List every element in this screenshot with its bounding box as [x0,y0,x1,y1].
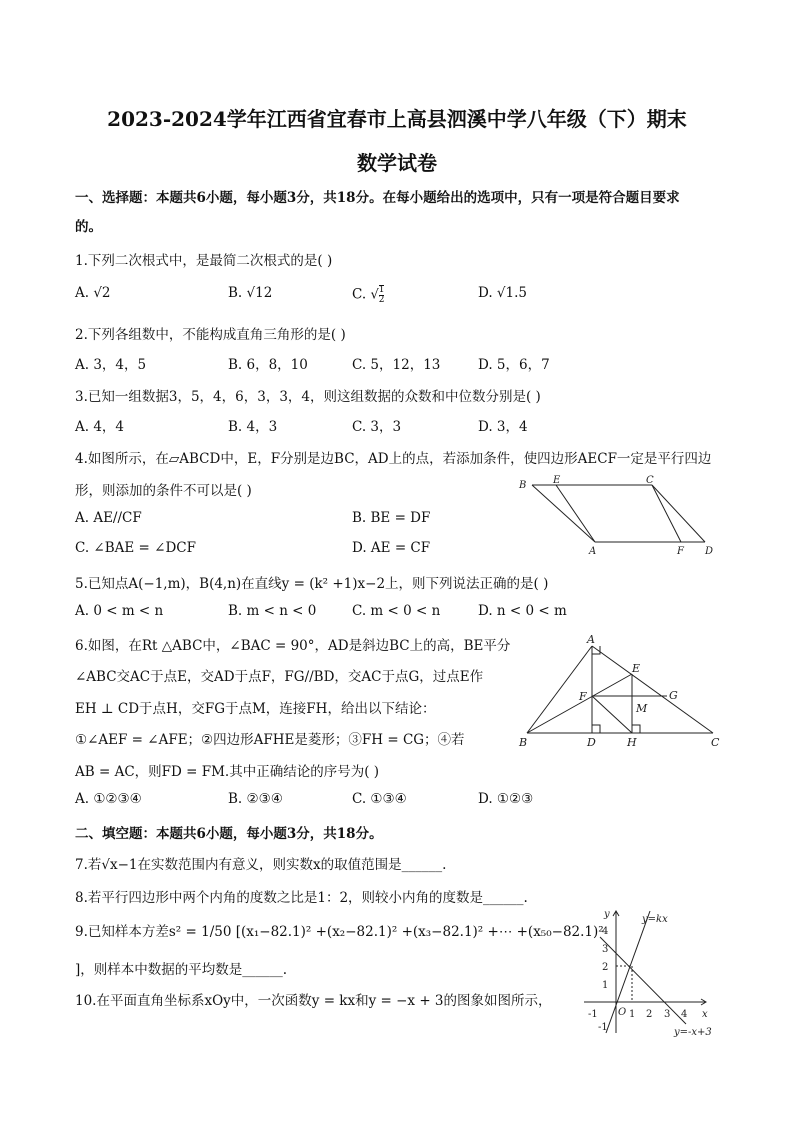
edge-ab [532,485,595,542]
x-tick: 2 [646,1009,653,1020]
question-3-option-c: C. 3，3 [352,419,402,435]
page-title: 2023-2024学年江西省宜春市上高县泗溪中学八年级（下）期末 [107,107,687,131]
label-b: B [519,480,527,491]
question-4-stem-2: 形，则添加的条件不可以是( ) [75,483,252,499]
question-3-option-a: A. 4，4 [75,419,125,435]
question-9-line-2: ]，则样本中数据的平均数是______. [75,962,288,978]
question-2-stem: 2.下列各组数中，不能构成直角三角形的是( ) [75,327,346,343]
x-tick: 4 [681,1009,688,1020]
question-1-option-c: C. √ $\frac{1}{2}$ [352,285,385,305]
label-f: F [579,690,587,703]
question-9-line-1: 9.已知样本方差s² = 1/50 [(x₁−82.1)² +(x₂−82.1)² +(x₃−82.1)² +⋯ +(x₅₀−82.1)² [75,924,604,940]
x-axis-label: x [702,1009,708,1020]
right-angle-h [632,725,640,733]
question-5-stem: 5.已知点A(−1,m)，B(4,n)在直线y = (k² +1)x−2上，则下列说法正确的是( ) [75,576,549,592]
option-c-label: C. [352,286,367,303]
right-angle-d [592,725,600,733]
figure-parallelogram [515,475,725,557]
question-4-stem-1: 4.如图所示，在▱ABCD中，E，F分别是边BC，AD上的点，若添加条件，使四边形AECF一定是平行四边 [75,451,712,467]
x-tick: -1 [588,1009,598,1020]
question-2-option-b: B. 6，8，10 [228,357,308,373]
y-tick: 2 [602,962,609,973]
question-3-stem: 3.已知一组数据3，5，4，6，3，3，4，则这组数据的众数和中位数分别是( ) [75,389,541,405]
question-1-option-b: B. √12 [228,285,273,301]
question-6-option-a: A. ①②③④ [75,791,142,807]
y-tick: 3 [602,944,609,955]
label-g: G [669,689,678,702]
fraction-denominator: 2 [378,295,385,305]
question-5-option-d: D. n < 0 < m [478,603,567,619]
label-a: A [587,633,595,646]
question-4-option-d: D. AE = CF [352,540,431,556]
question-4-option-b: B. BE = DF [352,510,431,526]
label-f: F [677,546,684,557]
line-y-neg-x-plus-3 [600,937,686,1024]
x-tick: 1 [629,1009,636,1020]
page-subtitle: 数学试卷 [357,151,437,175]
question-1-stem: 1.下列二次根式中，是最简二次根式的是( ) [75,253,333,269]
line-1-label: y=kx [642,914,668,925]
question-6-stem-2: ∠ABC交AC于点E，交AD于点F，FG//BD，交AC于点G，过点E作 [75,669,484,685]
question-2-option-c: C. 5，12，13 [352,357,441,373]
line-2-label: y=-x+3 [674,1027,712,1038]
y-tick: 1 [602,980,609,991]
label-e: E [553,475,561,486]
label-d: D [705,546,714,557]
label-d: D [587,736,596,749]
figure-coordinate-graph [578,905,726,1041]
label-c: C [711,736,720,749]
segment-fh [592,696,632,733]
question-7: 7.若√x−1在实数范围内有意义，则实数x的取值范围是______. [75,857,447,873]
question-4-option-a: A. AE//CF [75,510,142,526]
label-e: E [632,662,641,675]
question-3-option-d: D. 3，4 [478,419,528,435]
question-5-option-c: C. m < 0 < n [352,603,441,619]
question-1-option-d: D. √1.5 [478,285,527,301]
question-1-option-a: A. √2 [75,285,111,301]
question-4-option-c: C. ∠BAE = ∠DCF [75,540,196,556]
question-6-option-b: B. ②③④ [228,791,283,807]
label-a: A [589,546,597,557]
question-2-option-a: A. 3，4，5 [75,357,147,373]
question-6-stem-3: EH ⊥ CD于点H，交FG于点M，连接FH，给出以下结论： [75,701,436,717]
origin-label: O [618,1007,627,1018]
segment-cf [652,485,681,542]
edge-cd [652,485,705,542]
x-tick: 3 [664,1009,671,1020]
section-heading-1-cont: 的。 [75,219,102,235]
question-2-option-d: D. 5，6，7 [478,357,550,373]
section-heading-2: 二、填空题：本题共6小题，每小题3分，共18分。 [75,826,383,842]
y-axis-label: y [604,909,610,920]
question-6-option-d: D. ①②③ [478,791,534,807]
figure-right-triangle [515,632,727,754]
question-6-stem-1: 6.如图，在Rt △ABC中，∠BAC = 90°，AD是斜边BC上的高，BE平分 [75,638,511,654]
label-b: B [519,736,528,749]
question-5-option-a: A. 0 < m < n [75,603,164,619]
line-y-kx [606,911,653,1033]
y-tick: 4 [602,926,609,937]
question-8: 8.若平行四边形中两个内角的度数之比是1：2，则较小内角的度数是______. [75,890,528,906]
section-heading-1: 一、选择题：本题共6小题，每小题3分，共18分。在每小题给出的选项中，只有一项是符合题目要求 [75,190,680,206]
label-c: C [646,475,654,486]
y-tick: -1 [598,1022,608,1033]
question-6-stem-5: AB = AC，则FD = FM.其中正确结论的序号为( ) [75,764,380,780]
edge-ac [592,646,713,733]
label-m: M [636,702,648,715]
segment-ae [556,485,595,542]
question-3-option-b: B. 4，3 [228,419,278,435]
label-h: H [627,736,637,749]
question-10: 10.在平面直角坐标系xOy中，一次函数y = kx和y = −x + 3的图象如图所示， [75,993,552,1009]
fraction-numerator: 1 [378,285,385,295]
question-6-option-c: C. ①③④ [352,791,407,807]
question-6-stem-4: ①∠AEF = ∠AFE；②四边形AFHE是菱形；③FH = CG；④若 [75,732,465,748]
bisector-be [527,674,632,733]
question-5-option-b: B. m < n < 0 [228,603,317,619]
